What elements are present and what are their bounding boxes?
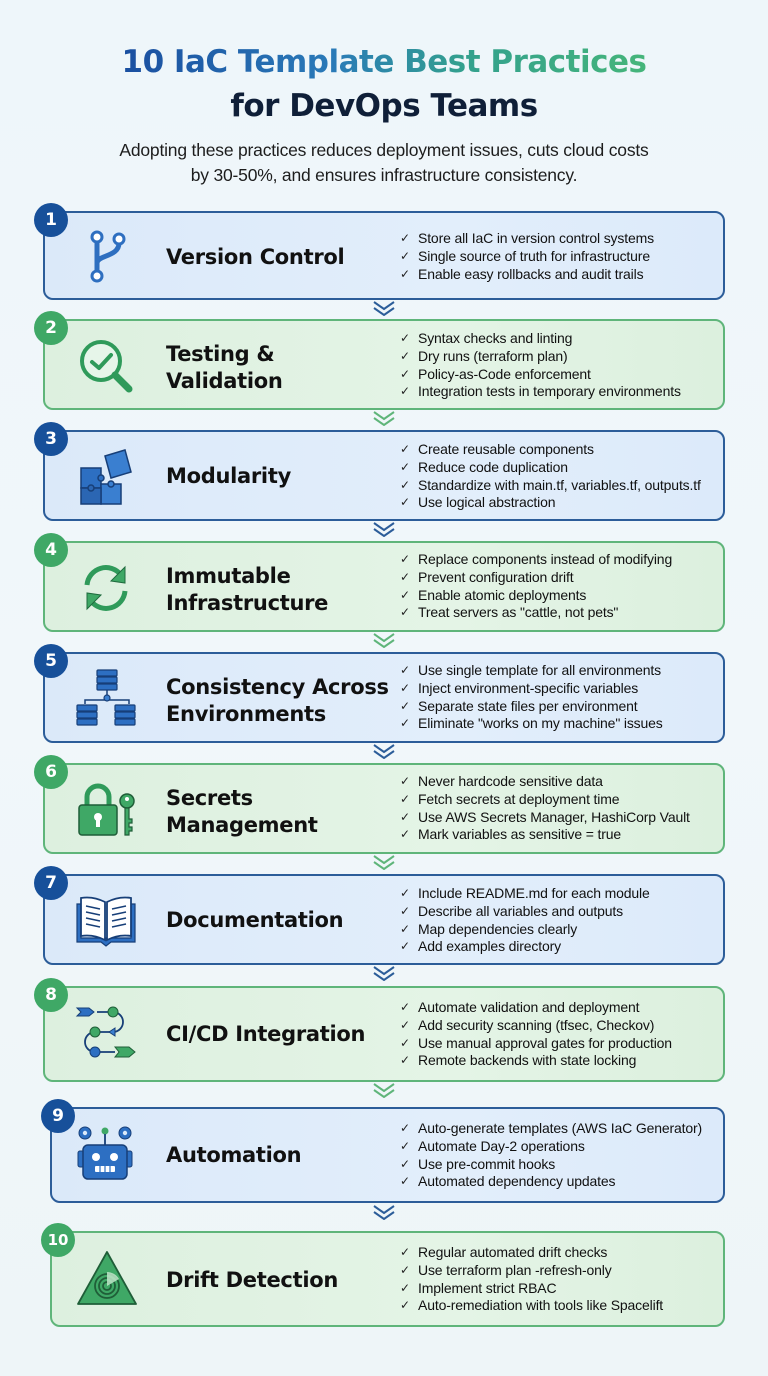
bullet-list <box>400 1120 702 1191</box>
subtitle <box>0 138 768 188</box>
list-item: ✓ Include README.md for each module <box>400 885 650 901</box>
list-item: ✓ Never hardcode sensitive data <box>400 773 603 789</box>
chevron-down-icon <box>371 1204 397 1220</box>
refresh-arrows-icon <box>75 557 137 619</box>
list-item: ✓ Automated dependency updates <box>400 1173 616 1190</box>
number-badge: 1 <box>34 203 68 237</box>
card-title: Automation <box>166 1143 302 1167</box>
list-item: ✓ Enable easy rollbacks and audit trails <box>400 265 644 282</box>
list-item: ✓ Policy-as-Code enforcement <box>400 365 591 382</box>
card-title: Immutable Infrastructure <box>166 564 329 615</box>
check-icon: ✓ <box>400 348 410 363</box>
list-item: ✓ Standardize with main.tf, variables.tf, outputs.tf <box>400 476 701 493</box>
chevron-down-icon <box>371 743 397 759</box>
check-icon: ✓ <box>400 552 410 566</box>
list-item: ✓ Single source of truth for infrastructure <box>400 247 650 264</box>
chevron-down-icon <box>371 854 397 870</box>
check-icon: ✓ <box>400 459 410 474</box>
bullet-list <box>400 330 681 401</box>
list-item: ✓ Enable atomic deployments <box>400 586 587 603</box>
subtitle-line1: Adopting these practices reduces deployment issues, cuts cloud costs <box>119 140 649 160</box>
practice-card-cicd-integration <box>43 986 725 1082</box>
check-icon: ✓ <box>400 1121 410 1135</box>
bullet-list <box>400 441 701 512</box>
check-icon: ✓ <box>400 331 410 345</box>
chevron-down-icon <box>371 632 397 648</box>
list-item: ✓ Treat servers as "cattle, not pets" <box>400 604 619 621</box>
list-item: ✓ Use single template for all environments <box>400 662 662 678</box>
chevron-down-icon <box>371 300 397 316</box>
list-item: ✓ Create reusable components <box>400 441 594 457</box>
practice-card-modularity <box>43 430 725 521</box>
check-icon: ✓ <box>400 1000 410 1014</box>
list-item: ✓ Separate state files per environment <box>400 697 638 714</box>
check-icon: ✓ <box>400 903 410 918</box>
list-item: ✓ Prevent configuration drift <box>400 568 574 585</box>
radar-triangle-icon <box>76 1248 138 1310</box>
check-icon: ✓ <box>400 921 410 936</box>
check-icon: ✓ <box>400 698 410 713</box>
check-icon: ✓ <box>400 231 410 245</box>
check-icon: ✓ <box>400 886 410 900</box>
list-item: ✓ Auto-remediation with tools like Spacelift <box>400 1297 664 1314</box>
check-icon: ✓ <box>400 1156 410 1171</box>
list-item: ✓ Automate Day-2 operations <box>400 1137 585 1154</box>
check-icon: ✓ <box>400 366 410 381</box>
card-title: Version Control <box>166 245 345 269</box>
list-item: ✓ Describe all variables and outputs <box>400 902 624 919</box>
chevron-down-icon <box>371 965 397 981</box>
list-item: ✓ Reduce code duplication <box>400 458 568 475</box>
check-icon: ✓ <box>400 384 410 399</box>
list-item: ✓ Store all IaC in version control systems <box>400 230 654 246</box>
card-title: CI/CD Integration <box>166 1022 366 1046</box>
check-icon: ✓ <box>400 774 410 788</box>
check-icon: ✓ <box>400 1035 410 1050</box>
number-badge: 3 <box>34 422 68 456</box>
practice-card-secrets-management <box>43 763 725 854</box>
list-item: ✓ Map dependencies clearly <box>400 920 578 937</box>
magnifier-check-icon <box>75 335 137 397</box>
card-title: Secrets Management <box>166 786 318 837</box>
header <box>0 40 768 188</box>
number-badge: 10 <box>41 1223 75 1257</box>
list-item: ✓ Use logical abstraction <box>400 494 556 511</box>
check-icon: ✓ <box>400 1138 410 1153</box>
list-item: ✓ Remote backends with state locking <box>400 1052 637 1069</box>
check-icon: ✓ <box>400 1298 410 1313</box>
number-badge: 4 <box>34 533 68 567</box>
practice-card-version-control <box>43 211 725 300</box>
list-item: ✓ Implement strict RBAC <box>400 1279 557 1296</box>
check-icon: ✓ <box>400 1053 410 1068</box>
check-icon: ✓ <box>400 477 410 492</box>
check-icon: ✓ <box>400 939 410 954</box>
card-title: Consistency Across Environments <box>166 675 389 726</box>
bullet-list <box>400 551 672 622</box>
check-icon: ✓ <box>400 569 410 584</box>
list-item: ✓ Eliminate "works on my machine" issues <box>400 715 663 732</box>
check-icon: ✓ <box>400 809 410 824</box>
git-branch-icon <box>75 225 137 287</box>
bullet-list <box>400 999 672 1070</box>
check-icon: ✓ <box>400 266 410 281</box>
number-badge: 8 <box>34 978 68 1012</box>
practice-card-immutable-infrastructure <box>43 541 725 632</box>
card-title: Testing & Validation <box>166 342 283 393</box>
bullet-list <box>400 1244 663 1315</box>
number-badge: 9 <box>41 1099 75 1133</box>
pipeline-icon <box>75 1004 137 1066</box>
list-item: ✓ Dry runs (terraform plan) <box>400 347 568 364</box>
check-icon: ✓ <box>400 791 410 806</box>
practice-card-testing-validation <box>43 319 725 410</box>
bullet-list <box>400 230 654 283</box>
list-item: ✓ Integration tests in temporary environments <box>400 383 681 400</box>
list-item: ✓ Inject environment-specific variables <box>400 679 639 696</box>
bullet-list <box>400 662 663 733</box>
puzzle-icon <box>75 446 137 508</box>
practice-card-consistency-across-environments <box>43 652 725 743</box>
lock-key-icon <box>75 779 137 841</box>
bullet-list <box>400 885 650 956</box>
number-badge: 2 <box>34 311 68 345</box>
check-icon: ✓ <box>400 605 410 620</box>
list-item: ✓ Use manual approval gates for production <box>400 1034 672 1051</box>
check-icon: ✓ <box>400 1262 410 1277</box>
list-item: ✓ Automate validation and deployment <box>400 999 640 1015</box>
list-item: ✓ Fetch secrets at deployment time <box>400 790 620 807</box>
practice-card-documentation <box>43 874 725 965</box>
list-item: ✓ Add examples directory <box>400 938 561 955</box>
chevron-down-icon <box>371 410 397 426</box>
check-icon: ✓ <box>400 663 410 677</box>
check-icon: ✓ <box>400 1280 410 1295</box>
number-badge: 5 <box>34 644 68 678</box>
check-icon: ✓ <box>400 1017 410 1032</box>
list-item: ✓ Add security scanning (tfsec, Checkov) <box>400 1016 655 1033</box>
check-icon: ✓ <box>400 495 410 510</box>
chevron-down-icon <box>371 521 397 537</box>
list-item: ✓ Use AWS Secrets Manager, HashiCorp Vault <box>400 808 690 825</box>
bullet-list <box>400 773 690 844</box>
open-book-icon <box>75 890 137 952</box>
practice-card-automation <box>50 1107 725 1203</box>
check-icon: ✓ <box>400 442 410 456</box>
server-tree-icon <box>75 668 137 730</box>
check-icon: ✓ <box>400 587 410 602</box>
robot-gears-icon <box>76 1123 138 1185</box>
list-item: ✓ Regular automated drift checks <box>400 1244 608 1260</box>
page-title-line2: for DevOps Teams <box>230 88 538 124</box>
list-item: ✓ Use pre-commit hooks <box>400 1155 556 1172</box>
check-icon: ✓ <box>400 827 410 842</box>
list-item: ✓ Mark variables as sensitive = true <box>400 826 622 843</box>
number-badge: 7 <box>34 866 68 900</box>
number-badge: 6 <box>34 755 68 789</box>
list-item: ✓ Auto-generate templates (AWS IaC Generator) <box>400 1120 703 1136</box>
check-icon: ✓ <box>400 1245 410 1259</box>
check-icon: ✓ <box>400 248 410 263</box>
card-title: Modularity <box>166 464 291 488</box>
practice-card-drift-detection <box>47 1231 725 1327</box>
subtitle-line2: by 30-50%, and ensures infrastructure consistency. <box>190 165 578 185</box>
list-item: ✓ Use terraform plan -refresh-only <box>400 1261 612 1278</box>
card-title: Documentation <box>166 908 344 932</box>
list-item: ✓ Syntax checks and linting <box>400 330 573 346</box>
list-item: ✓ Replace components instead of modifying <box>400 551 673 567</box>
chevron-down-icon <box>371 1082 397 1098</box>
check-icon: ✓ <box>400 680 410 695</box>
page-title: 10 IaC Template Best Practices <box>122 40 647 84</box>
check-icon: ✓ <box>400 1174 410 1189</box>
check-icon: ✓ <box>400 716 410 731</box>
card-title: Drift Detection <box>166 1268 338 1292</box>
